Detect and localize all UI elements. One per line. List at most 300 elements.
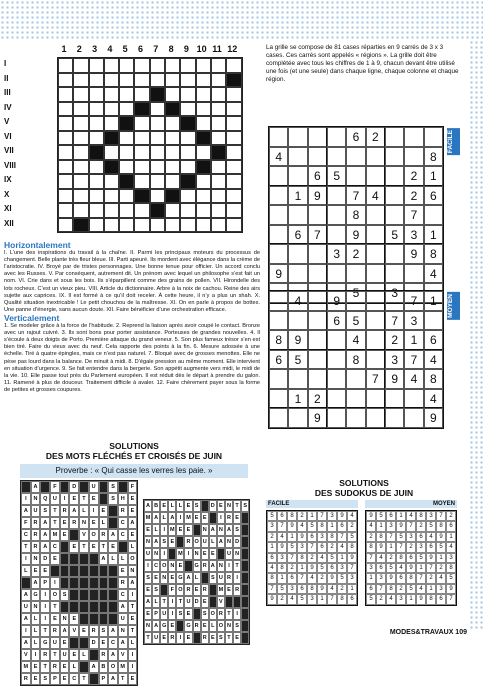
letter-cell [99, 481, 109, 493]
letter-cell: I [176, 632, 184, 644]
sudoku-cell: 3 [404, 225, 423, 245]
letter-cell: E [217, 500, 225, 512]
sudoku-moyen-grid [268, 290, 444, 429]
letter-cell: R [99, 529, 109, 541]
sudoku-cell [308, 291, 327, 311]
solution-cell: 7 [426, 563, 436, 573]
sudoku-cell: 5 [346, 311, 365, 331]
sudoku-cell [327, 408, 346, 428]
solution-cell: 5 [396, 532, 406, 542]
sudoku-cell [269, 166, 288, 186]
letter-cell: A [21, 589, 31, 601]
crossword-cell [226, 58, 241, 73]
sudoku-cell [366, 330, 385, 350]
sudoku-cell [288, 369, 307, 389]
letter-cell [201, 572, 209, 584]
letter-cell: A [152, 620, 160, 632]
letter-cell: A [99, 553, 109, 565]
crossword-cell [196, 160, 211, 175]
letter-cell: A [31, 577, 41, 589]
solution-cell: 6 [366, 584, 376, 594]
solution-cell: 1 [277, 573, 287, 583]
solution-cell: 9 [347, 553, 357, 563]
letter-cell [233, 596, 241, 608]
letter-cell: S [40, 505, 50, 517]
letter-cell [241, 596, 249, 608]
letter-cell: O [209, 608, 217, 620]
sudoku-cell [288, 205, 307, 225]
letter-cell: M [168, 524, 176, 536]
solution-cell: 8 [426, 594, 436, 604]
letter-cell: E [201, 596, 209, 608]
solution-cell: 2 [376, 594, 386, 604]
sudoku-cell: 9 [404, 244, 423, 264]
letter-cell [69, 553, 79, 565]
letter-cell: D [209, 500, 217, 512]
solution-cell: 1 [436, 553, 446, 563]
letter-cell: C [21, 529, 31, 541]
solution-cell: 8 [386, 584, 396, 594]
row-number: II [4, 73, 9, 83]
column-number: 2 [76, 44, 82, 54]
letter-cell: A [209, 524, 217, 536]
letter-cell: R [118, 577, 128, 589]
sudoku-cell [327, 264, 346, 284]
sudoku-cell [288, 147, 307, 167]
letter-cell: T [233, 560, 241, 572]
letter-cell: L [152, 596, 160, 608]
letter-cell: F [50, 481, 60, 493]
letter-cell: T [79, 541, 89, 553]
letter-cell: N [144, 536, 152, 548]
letter-cell: S [60, 589, 70, 601]
letter-cell: N [31, 601, 41, 613]
letter-cell: L [193, 572, 201, 584]
crossword-cell [119, 116, 134, 131]
row-number: VI [4, 131, 12, 141]
solution-cell: 5 [277, 584, 287, 594]
letter-cell: I [50, 577, 60, 589]
sudoku-cell [327, 186, 346, 206]
solution-cell: 7 [327, 594, 337, 604]
sudoku-moyen-solution [365, 510, 457, 606]
letter-cell: U [160, 608, 168, 620]
crossword-cell [211, 174, 226, 189]
letter-cell: U [152, 632, 160, 644]
sudoku-cell [269, 311, 288, 331]
solution-cell: 2 [396, 584, 406, 594]
solution-cell: 1 [366, 573, 376, 583]
crossword-cell [58, 203, 73, 218]
crossword-cell [150, 174, 165, 189]
sudoku-cell [424, 127, 443, 147]
letter-cell: E [184, 632, 192, 644]
crossword-cell [196, 145, 211, 160]
sudoku-cell: 7 [404, 350, 423, 370]
letter-cell: A [69, 505, 79, 517]
letter-cell: R [50, 625, 60, 637]
solution-cell: 9 [327, 573, 337, 583]
crossword-cell [165, 145, 180, 160]
letter-cell: I [168, 608, 176, 620]
solution-cell: 5 [327, 553, 337, 563]
letter-cell: E [50, 553, 60, 565]
sudoku-cell [366, 408, 385, 428]
solution-cell: 6 [446, 521, 456, 531]
solution-cell: 5 [267, 511, 277, 521]
letter-cell [69, 565, 79, 577]
crossword-cell [89, 203, 104, 218]
crossword-cell [119, 160, 134, 175]
letter-cell: A [168, 512, 176, 524]
sudoku-cell [288, 166, 307, 186]
crossword-cell [165, 160, 180, 175]
solutions-left-title-line2: DES MOTS FLÉCHÉS ET CROISÉS DE JUIN [45, 451, 223, 461]
sudoku-cell [366, 350, 385, 370]
letter-cell: E [60, 529, 70, 541]
sudoku-cell: 7 [366, 369, 385, 389]
sudoku-cell [308, 330, 327, 350]
solution-cell: 6 [297, 584, 307, 594]
solution-cell: 5 [297, 594, 307, 604]
letter-cell [79, 565, 89, 577]
letter-cell [99, 589, 109, 601]
crossword-cell [104, 102, 119, 117]
letter-cell [168, 548, 176, 560]
sudoku-cell [288, 244, 307, 264]
column-number: 11 [212, 44, 222, 54]
letter-cell: O [160, 560, 168, 572]
letter-cell [79, 661, 89, 673]
sudoku-cell: 1 [404, 330, 423, 350]
letter-cell: E [99, 505, 109, 517]
crossword-cell [58, 73, 73, 88]
letter-cell: N [118, 625, 128, 637]
crossword-cell [150, 218, 165, 233]
solution-cell: 2 [277, 594, 287, 604]
solution-cell: 8 [406, 573, 416, 583]
letter-cell [193, 524, 201, 536]
letter-cell: A [40, 541, 50, 553]
sudoku-cell [308, 127, 327, 147]
solution-cell: 4 [267, 563, 277, 573]
solution-cell: 6 [307, 532, 317, 542]
sudoku-cell: 4 [404, 369, 423, 389]
sudoku-cell: 8 [269, 330, 288, 350]
solution-cell: 6 [416, 532, 426, 542]
letter-cell: E [69, 493, 79, 505]
letter-cell: R [21, 673, 31, 685]
letter-cell: I [160, 524, 168, 536]
solution-cell: 5 [337, 573, 347, 583]
letter-cell: N [233, 548, 241, 560]
letter-cell [209, 584, 217, 596]
page-folio: MODES&TRAVAUX 109 [389, 629, 467, 636]
letter-cell: L [160, 512, 168, 524]
crossword-cell [196, 87, 211, 102]
crossword-cell [58, 116, 73, 131]
letter-cell [69, 529, 79, 541]
letter-cell: R [233, 584, 241, 596]
solution-cell: 2 [436, 563, 446, 573]
solution-cell: 4 [317, 553, 327, 563]
letter-cell [99, 493, 109, 505]
solution-cell: 7 [396, 542, 406, 552]
letter-cell: I [233, 572, 241, 584]
column-number: 7 [153, 44, 159, 54]
solution-cell: 2 [366, 532, 376, 542]
sudoku-cell: 5 [346, 283, 365, 303]
letter-cell: A [128, 517, 138, 529]
solution-cell: 1 [297, 563, 307, 573]
letter-cell: E [209, 548, 217, 560]
sudoku-cell [346, 166, 365, 186]
sudoku-cell [308, 244, 327, 264]
solution-cell: 2 [347, 521, 357, 531]
solution-cell: 4 [426, 532, 436, 542]
crossword-cell [150, 102, 165, 117]
letter-cell: I [40, 613, 50, 625]
letter-cell: E [176, 560, 184, 572]
solution-cell: 4 [347, 511, 357, 521]
letter-cell: R [50, 661, 60, 673]
letter-cell: S [217, 632, 225, 644]
letter-cell: R [31, 517, 41, 529]
column-number: 5 [122, 44, 128, 54]
solution-cell: 9 [287, 521, 297, 531]
solution-cell: 2 [446, 511, 456, 521]
sudoku-cell: 9 [269, 264, 288, 284]
letter-cell: G [31, 589, 41, 601]
sudoku-cell: 3 [385, 350, 404, 370]
crossword-cell [165, 116, 180, 131]
sudoku-cell [366, 166, 385, 186]
solution-cell: 7 [406, 521, 416, 531]
letter-cell: C [50, 541, 60, 553]
sudoku-cell: 9 [327, 291, 346, 311]
letter-cell: F [21, 517, 31, 529]
letter-cell: N [160, 572, 168, 584]
sudoku-cell: 6 [346, 127, 365, 147]
sudoku-cell: 9 [385, 369, 404, 389]
letter-cell: I [233, 608, 241, 620]
solution-cell: 4 [446, 542, 456, 552]
letter-cell: L [176, 500, 184, 512]
letter-cell [241, 584, 249, 596]
sudoku-cell [327, 205, 346, 225]
solution-cell: 1 [416, 563, 426, 573]
letter-cell: G [184, 620, 192, 632]
solution-cell: 6 [337, 521, 347, 531]
sudoku-cell [346, 389, 365, 409]
crossword-cell [196, 174, 211, 189]
letter-cell: E [193, 512, 201, 524]
crossword-cell [119, 189, 134, 204]
letter-cell: E [60, 637, 70, 649]
solution-cell: 5 [386, 563, 396, 573]
solution-cell: 8 [416, 511, 426, 521]
letter-cell: D [40, 553, 50, 565]
sudoku-cell [269, 244, 288, 264]
crossword-cell [226, 87, 241, 102]
crossword-cell [89, 189, 104, 204]
letter-cell [108, 505, 118, 517]
sudoku-cell: 9 [346, 225, 365, 245]
letter-cell: I [168, 596, 176, 608]
letter-cell [89, 565, 99, 577]
crossword-cell [226, 218, 241, 233]
letter-cell: C [118, 529, 128, 541]
crossword-cell [180, 174, 195, 189]
letter-cell: E [144, 608, 152, 620]
letter-cell [89, 577, 99, 589]
crossword-cell [226, 145, 241, 160]
crossword-cell [196, 218, 211, 233]
letter-cell: E [69, 613, 79, 625]
sudoku-cell [385, 244, 404, 264]
letter-cell [241, 608, 249, 620]
letter-cell: R [184, 584, 192, 596]
sudoku-cell: 4 [424, 389, 443, 409]
letter-cell: S [193, 500, 201, 512]
solution-cell: 2 [426, 573, 436, 583]
letter-cell [60, 541, 70, 553]
sudoku-cell [327, 330, 346, 350]
solution-cell: 8 [337, 594, 347, 604]
solution-cell: 6 [406, 553, 416, 563]
solution-cell: 3 [446, 553, 456, 563]
row-number: III [4, 88, 11, 97]
solution-cell: 6 [287, 573, 297, 583]
letter-cell: E [160, 500, 168, 512]
letter-cell: M [50, 529, 60, 541]
crossword-cell [180, 73, 195, 88]
crossword-cell [119, 73, 134, 88]
letter-cell [79, 553, 89, 565]
letter-cell [118, 481, 128, 493]
solution-cell: 8 [446, 563, 456, 573]
letter-cell [241, 524, 249, 536]
sudoku-cell: 2 [366, 127, 385, 147]
crossword-cell [119, 145, 134, 160]
solution-cell: 9 [426, 553, 436, 563]
letter-cell: R [168, 632, 176, 644]
letter-cell: E [31, 673, 41, 685]
solution-cell: 9 [277, 542, 287, 552]
crossword-cell [211, 116, 226, 131]
letter-cell: N [217, 560, 225, 572]
letter-cell: R [60, 505, 70, 517]
crossword-cell [180, 131, 195, 146]
letter-cell: I [21, 553, 31, 565]
sudoku-cell: 5 [385, 225, 404, 245]
sudoku-cell: 7 [404, 291, 423, 311]
sudoku-cell: 4 [346, 330, 365, 350]
crossword-cell [211, 145, 226, 160]
letter-cell: U [31, 505, 41, 517]
letter-cell: U [21, 601, 31, 613]
crossword-cell [134, 189, 149, 204]
solution-cell: 9 [317, 584, 327, 594]
crossword-cell [73, 116, 88, 131]
crossword-cell [119, 131, 134, 146]
solution-cell: 4 [396, 563, 406, 573]
solution-cell: 4 [436, 573, 446, 583]
proverbe-banner: Proverbe : « Qui casse les verres les paie. » [20, 464, 248, 478]
sudoku-cell [404, 147, 423, 167]
crossword-cell [73, 189, 88, 204]
letter-cell: U [217, 572, 225, 584]
letter-cell: E [168, 536, 176, 548]
row-number: XI [4, 204, 12, 213]
sudoku-cell: 6 [308, 166, 327, 186]
sudoku-cell [308, 311, 327, 331]
crossword-cell [196, 116, 211, 131]
letter-cell: F [168, 584, 176, 596]
letter-cell: C [118, 517, 128, 529]
row-number: VII [4, 146, 14, 155]
crossword-cell [119, 174, 134, 189]
crossword-cell [226, 116, 241, 131]
solution-cell: 3 [376, 573, 386, 583]
sudoku-cell [385, 186, 404, 206]
letter-cell: L [118, 553, 128, 565]
letter-cell: U [50, 493, 60, 505]
solution-cell: 8 [267, 573, 277, 583]
letter-cell: L [31, 613, 41, 625]
letter-cell: T [79, 673, 89, 685]
letter-cell: R [217, 608, 225, 620]
solution-cell: 9 [307, 563, 317, 573]
letter-cell [184, 560, 192, 572]
column-number: 10 [196, 44, 207, 54]
letter-cell: R [89, 625, 99, 637]
letter-cell: E [128, 673, 138, 685]
letter-cell [69, 637, 79, 649]
letter-cell: N [225, 620, 233, 632]
letter-cell: R [99, 649, 109, 661]
sudoku-cell: 6 [327, 311, 346, 331]
crossword-cell [104, 189, 119, 204]
crossword-cell [104, 73, 119, 88]
solution-cell: 8 [376, 532, 386, 542]
crossword-cell [180, 218, 195, 233]
solution-cell: 6 [436, 594, 446, 604]
solutions-right-title [266, 478, 462, 498]
letter-cell: A [144, 596, 152, 608]
sudoku-cell [288, 311, 307, 331]
row-number: X [4, 189, 10, 199]
crossword-cell [211, 203, 226, 218]
solution-cell: 5 [376, 511, 386, 521]
sudoku-cell [288, 408, 307, 428]
crossword-cell [89, 145, 104, 160]
letter-cell: M [144, 512, 152, 524]
crossword-cell [73, 58, 88, 73]
letter-cell: M [217, 584, 225, 596]
crossword-cell [89, 160, 104, 175]
crossword-cell [211, 87, 226, 102]
letter-cell: B [99, 661, 109, 673]
solution-cell: 6 [426, 542, 436, 552]
letter-cell: E [144, 524, 152, 536]
letter-cell: A [144, 500, 152, 512]
row-number: V [4, 117, 10, 126]
sudoku-cell [404, 127, 423, 147]
letter-cell: V [21, 649, 31, 661]
letter-cell: T [50, 649, 60, 661]
sudoku-cell: 7 [346, 186, 365, 206]
